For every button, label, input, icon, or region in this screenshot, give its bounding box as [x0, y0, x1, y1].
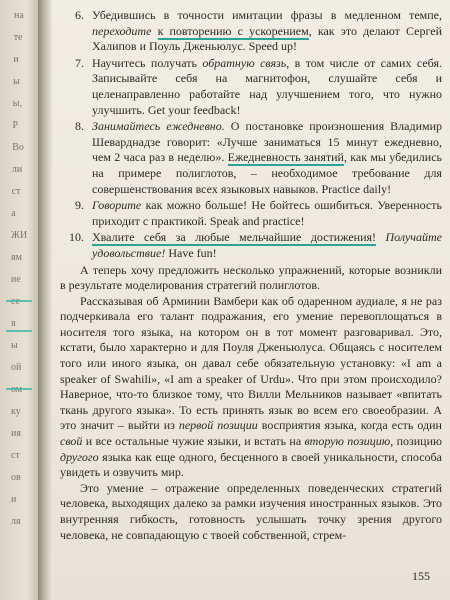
emphasis: вторую позицию [304, 434, 391, 449]
highlight-underline: Хвалите себя за любые мельчайшие достижения! [92, 230, 377, 245]
prev-page-text-fragment: ы [11, 340, 18, 351]
list-item-7: 7. Научитесь получать обратную связь, в том числе от самих себя. Записывайте себя на магнитофон, слушайте себя и целенаправленно работайте над улучшением того, что нужно улучшить. Get your feedback! [60, 56, 442, 118]
prev-page-text-fragment: ля [11, 516, 21, 527]
prev-page-highlight-mark [6, 300, 32, 302]
book-gutter [38, 0, 52, 600]
tips-list [60, 8, 442, 262]
emphasis: другого [60, 449, 99, 464]
prev-page-text-fragment: ов [11, 472, 21, 483]
prev-page-text-fragment: те [13, 32, 23, 43]
prev-page-highlight-mark [6, 330, 32, 332]
item-number: 7. [75, 55, 84, 70]
prev-page-text-fragment: на [14, 10, 24, 21]
emphasis: свой [60, 434, 83, 449]
emphasis: переходите [92, 23, 152, 38]
emphasis: Говорите [92, 198, 142, 213]
book-page [52, 0, 450, 600]
prev-page-text-fragment: Bo [12, 142, 24, 153]
list-item-9: 9. Говорите как можно больше! Не бойтесь ошибиться. Уверенность приходит с практикой. Speak and practice! [60, 198, 442, 229]
prev-page-text-fragment: ЖИ [11, 230, 28, 241]
list-item-6: 6. Убедившись в точности имитации фразы в медленном темпе, переходите к повторению с ускорением, как это делают Сергей Халипов и Поуль Дженьюлус. Speed up! [60, 8, 442, 55]
emphasis: первой позиции [178, 418, 258, 433]
page-number: 155 [412, 569, 430, 583]
prev-page-highlight-mark [6, 388, 32, 390]
prev-page-text-fragment: ст [11, 186, 21, 197]
prev-page-text-fragment: ли [11, 164, 23, 175]
list-item-8: 8. Занимайтесь ежедневно. О постановке произношения Владимир Шеварднадзе говорит: «Лучше заниматься 15 минут ежедневно, чем 2 часа раз в неделю». Ежедневность занятий, как мы убедились на примере полиглотов, – необходимое требование для совершенствования всех языковых навыков. Practice daily! [60, 119, 442, 197]
prev-page-text-fragment: ие [11, 274, 21, 285]
list-item-10: 10. Хвалите себя за любые мельчайшие достижения! Получайте удовольствие! Have fun! [60, 230, 442, 261]
emphasis: Получайте удовольствие! [92, 230, 443, 260]
highlight-underline: к повторению с ускорением [157, 23, 309, 38]
prev-page-text-fragment: я [11, 318, 16, 329]
item-number: 6. [75, 8, 84, 22]
emphasis: обратную связь [202, 55, 287, 70]
prev-page-text-fragment: ы [13, 76, 20, 87]
prev-page-text-fragment: ку [11, 406, 21, 417]
paragraph-skill: Это умение – отражение определенных поведенческих стратегий человека, выходящих далеко за рамки изучения иностранных языков. Это внутренняя гибкость, готовность услышать точку зрения другого человека, не совпадающую с твоей собственной, стрем- [60, 480, 442, 542]
prev-page-text-fragment: ы, [12, 98, 23, 109]
prev-page-text-fragment: ия [11, 428, 21, 439]
emphasis: Занимайтесь ежедневно. [92, 119, 225, 134]
highlight-underline: Ежедневность занятий [227, 150, 344, 165]
paragraph-intro: А теперь хочу предложить несколько упражнений, которые возникли в результате моделирования стратегий полиглотов. [60, 262, 442, 293]
prev-page-text-fragment: и [13, 54, 19, 65]
item-number: 8. [75, 119, 84, 134]
prev-page-text-fragment: и [11, 494, 17, 505]
item-number: 10. [69, 230, 84, 245]
page-content [60, 8, 442, 543]
prev-page-text-fragment: ой [11, 362, 22, 373]
prev-page-text-fragment: ст [11, 450, 20, 461]
paragraph-vambery: Рассказывая об Арминии Вамбери как об одаренном аудиале, я не раз подчеркивала его талант подражания, его умение перевоплощаться в носителя того языка, на котором он в тот момент разговаривал. Это, кстати, было характерно и для Поуля Дженьюлуса. Общаясь с носителем того или иного языка, он давал себе обязательную установку: «I am a speaker of Swahili», «I am a speaker of Urdu». Что при этом происходило? Наверное, что-то близкое тому, что Вилли Мельников называет «впитать ткань другого языка». То есть принять язык во всем его своеобразии. А это значит – выйти из первой позиции восприятия языка, когда есть один свой и все остальные чужие языки, и встать на вторую позицию, позицию другого языка как еще одного, бесценного в своей уникальности, способа увидеть и озвучить мир. [60, 293, 442, 480]
item-number: 9. [75, 198, 84, 213]
prev-page-text-fragment: Р [12, 120, 19, 131]
previous-page-edge [0, 0, 38, 600]
prev-page-text-fragment: ям [11, 252, 22, 263]
prev-page-text-fragment: а [11, 208, 16, 219]
